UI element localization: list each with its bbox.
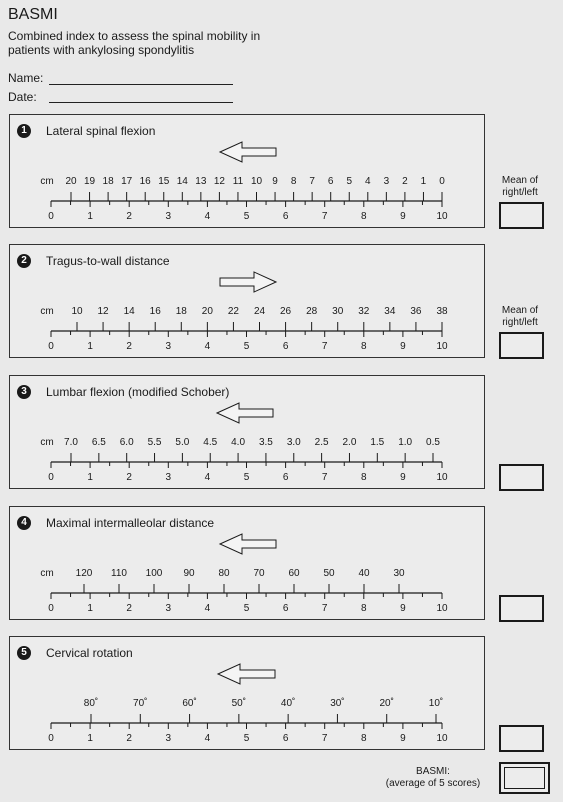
panel-number-badge: 2 xyxy=(17,254,31,268)
page-subtitle: Combined index to assess the spinal mobility in patients with ankylosing spondylitis xyxy=(8,29,261,57)
measurement-label: 9 xyxy=(272,176,278,187)
measurement-label: 60˚ xyxy=(182,698,197,709)
measurement-label: 80 xyxy=(218,568,230,579)
score-label: 9 xyxy=(400,341,406,352)
measurement-label: 40˚ xyxy=(280,698,296,709)
measurement-label: 60 xyxy=(288,568,300,579)
panel-title: Maximal intermalleolar distance xyxy=(46,516,215,530)
arrow-left-icon xyxy=(220,142,276,162)
score-label: 3 xyxy=(165,733,172,744)
score-label: 5 xyxy=(243,733,250,744)
measurement-label: 70˚ xyxy=(133,698,148,709)
arrow-left-icon xyxy=(218,664,275,684)
score-label: 1 xyxy=(87,603,93,614)
score-label: 9 xyxy=(400,472,406,483)
score-label: 10 xyxy=(436,603,448,614)
measurement-label: 12 xyxy=(97,306,109,317)
measurement-label: 22 xyxy=(227,306,239,317)
measurement-label: 3.0 xyxy=(286,437,301,448)
basmi-label: BASMI: xyxy=(416,766,450,777)
measurement-label: 1.0 xyxy=(398,437,413,448)
score-label: 5 xyxy=(243,472,250,483)
score-label: 8 xyxy=(361,211,367,222)
measurement-label: 2.5 xyxy=(314,437,329,448)
panel-title: Tragus-to-wall distance xyxy=(46,254,170,268)
score-label: 9 xyxy=(400,211,406,222)
mean-of-right-left-label: Mean of right/left xyxy=(501,305,539,328)
score-label: 2 xyxy=(126,341,132,352)
score-label: 3 xyxy=(165,472,172,483)
date-field[interactable] xyxy=(49,102,233,103)
measurement-label: 15 xyxy=(158,176,170,187)
measurement-label: 20 xyxy=(65,176,77,187)
score-label: 5 xyxy=(243,603,250,614)
score-label: 9 xyxy=(400,733,406,744)
measurement-label: 13 xyxy=(195,176,207,187)
arrow-left-icon xyxy=(220,534,276,554)
score-label: 4 xyxy=(204,341,211,352)
measurement-label: 38 xyxy=(436,306,448,317)
unit-label: cm xyxy=(40,176,54,187)
score-label: 8 xyxy=(361,472,367,483)
measurement-label: 2 xyxy=(402,176,408,187)
measurement-label: 34 xyxy=(384,306,396,317)
measurement-label: 18 xyxy=(175,306,187,317)
score-label: 2 xyxy=(126,733,132,744)
score-label: 7 xyxy=(321,733,328,744)
score-label: 1 xyxy=(87,341,93,352)
measurement-label: 10 xyxy=(250,176,263,187)
measurement-label: 5 xyxy=(346,176,353,187)
measurement-label: 3 xyxy=(383,176,390,187)
score-label: 5 xyxy=(243,211,250,222)
measurement-label: 30 xyxy=(393,568,405,579)
measurement-label: 4 xyxy=(365,176,371,187)
score-label: 4 xyxy=(204,733,211,744)
score-label: 0 xyxy=(48,211,54,222)
score-label: 8 xyxy=(361,341,367,352)
score-label: 9 xyxy=(400,603,406,614)
score-label: 8 xyxy=(361,733,367,744)
page-title: BASMI xyxy=(8,6,58,23)
score-label: 3 xyxy=(165,603,172,614)
score-label: 0 xyxy=(48,733,54,744)
name-field[interactable] xyxy=(49,84,233,85)
measurement-label: 16 xyxy=(139,176,151,187)
score-label: 3 xyxy=(165,211,172,222)
score-box-5[interactable] xyxy=(499,725,544,752)
measurement-label: 80˚ xyxy=(83,698,99,709)
measurement-label: 110 xyxy=(111,568,127,579)
panel-title: Cervical rotation xyxy=(46,646,133,660)
name-label: Name: xyxy=(8,71,44,85)
scale-graphic xyxy=(10,376,484,488)
score-label: 2 xyxy=(126,603,132,614)
date-label: Date: xyxy=(8,90,37,104)
score-box-4[interactable] xyxy=(499,595,544,622)
measurement-label: 30 xyxy=(332,306,344,317)
panel-number-badge: 5 xyxy=(17,646,31,660)
measurement-label: 32 xyxy=(358,306,370,317)
mean-of-right-left-label: Mean of right/left xyxy=(501,175,539,198)
panel-4 xyxy=(9,506,485,620)
scale-graphic xyxy=(10,115,484,227)
measurement-label: 14 xyxy=(123,306,135,317)
measurement-label: 14 xyxy=(176,176,188,187)
measurement-label: 18 xyxy=(102,176,114,187)
measurement-label: 5.0 xyxy=(175,437,190,448)
score-label: 6 xyxy=(282,341,289,352)
measurement-label: 6.5 xyxy=(91,437,106,448)
measurement-label: 7.0 xyxy=(64,437,78,448)
score-label: 10 xyxy=(436,211,448,222)
measurement-label: 30˚ xyxy=(330,698,345,709)
measurement-label: 50 xyxy=(323,568,335,579)
score-label: 6 xyxy=(282,733,289,744)
score-label: 0 xyxy=(48,603,54,614)
score-label: 5 xyxy=(243,341,250,352)
basmi-score-box[interactable] xyxy=(499,762,550,794)
arrow-right-icon xyxy=(220,272,276,292)
score-label: 4 xyxy=(204,603,211,614)
measurement-label: 7 xyxy=(309,176,315,187)
measurement-label: 36 xyxy=(410,306,422,317)
score-label: 1 xyxy=(87,211,93,222)
measurement-label: 0.5 xyxy=(426,437,440,448)
panel-1 xyxy=(9,114,485,228)
measurement-label: 120 xyxy=(75,568,93,579)
measurement-label: 12 xyxy=(213,176,225,187)
measurement-label: 20 xyxy=(201,306,213,317)
measurement-label: 4.5 xyxy=(203,437,218,448)
measurement-label: 8 xyxy=(290,176,297,187)
arrow-left-icon xyxy=(217,403,273,423)
score-box-3[interactable] xyxy=(499,464,544,491)
panel-2 xyxy=(9,244,485,358)
measurement-label: 10˚ xyxy=(428,698,444,709)
unit-label: cm xyxy=(40,568,54,579)
score-label: 6 xyxy=(282,211,289,222)
score-label: 2 xyxy=(126,472,132,483)
basmi-score-label xyxy=(378,766,488,790)
measurement-label: 16 xyxy=(149,306,161,317)
scale-graphic xyxy=(10,637,484,749)
measurement-label: 24 xyxy=(253,306,266,317)
panel-title: Lateral spinal flexion xyxy=(46,124,156,138)
scale-graphic xyxy=(10,507,484,619)
unit-label: cm xyxy=(40,306,54,317)
score-label: 4 xyxy=(204,211,211,222)
measurement-label: 10 xyxy=(71,306,83,317)
measurement-label: 90 xyxy=(183,568,195,579)
score-label: 10 xyxy=(436,733,448,744)
measurement-label: 11 xyxy=(232,176,244,187)
measurement-label: 70 xyxy=(253,568,265,579)
measurement-label: 0 xyxy=(439,176,445,187)
score-label: 4 xyxy=(204,472,211,483)
measurement-label: 40 xyxy=(358,568,370,579)
panel-number-badge: 4 xyxy=(17,516,31,530)
unit-label: cm xyxy=(40,437,54,448)
panel-title: Lumbar flexion (modified Schober) xyxy=(46,385,230,399)
score-label: 1 xyxy=(87,472,93,483)
score-label: 0 xyxy=(48,341,54,352)
measurement-label: 2.0 xyxy=(342,437,357,448)
score-label: 10 xyxy=(436,472,448,483)
basmi-sublabel: (average of 5 scores) xyxy=(385,778,481,789)
score-label: 7 xyxy=(321,603,328,614)
measurement-label: 4.0 xyxy=(231,437,246,448)
measurement-label: 100 xyxy=(145,568,163,579)
measurement-label: 17 xyxy=(121,176,133,187)
measurement-label: 6.0 xyxy=(119,437,134,448)
score-label: 6 xyxy=(282,472,289,483)
score-label: 2 xyxy=(126,211,132,222)
scale-graphic xyxy=(10,245,484,357)
measurement-label: 1 xyxy=(420,176,427,187)
score-label: 7 xyxy=(321,211,328,222)
score-box-2[interactable] xyxy=(499,332,544,359)
measurement-label: 20˚ xyxy=(379,698,394,709)
panel-5 xyxy=(9,636,485,750)
score-label: 6 xyxy=(282,603,289,614)
score-label: 8 xyxy=(361,603,367,614)
score-label: 10 xyxy=(436,341,448,352)
panel-number-badge: 1 xyxy=(17,124,31,138)
measurement-label: 3.5 xyxy=(258,437,273,448)
score-label: 3 xyxy=(165,341,172,352)
measurement-label: 6 xyxy=(327,176,334,187)
measurement-label: 5.5 xyxy=(147,437,162,448)
measurement-label: 26 xyxy=(280,306,292,317)
measurement-label: 28 xyxy=(306,306,318,317)
measurement-label: 19 xyxy=(83,176,96,187)
score-label: 7 xyxy=(321,341,328,352)
score-label: 7 xyxy=(321,472,328,483)
measurement-label: 50˚ xyxy=(231,698,247,709)
score-label: 1 xyxy=(87,733,93,744)
panel-number-badge: 3 xyxy=(17,385,31,399)
panel-3 xyxy=(9,375,485,489)
score-label: 0 xyxy=(48,472,54,483)
score-box-1[interactable] xyxy=(499,202,544,229)
measurement-label: 1.5 xyxy=(370,437,385,448)
